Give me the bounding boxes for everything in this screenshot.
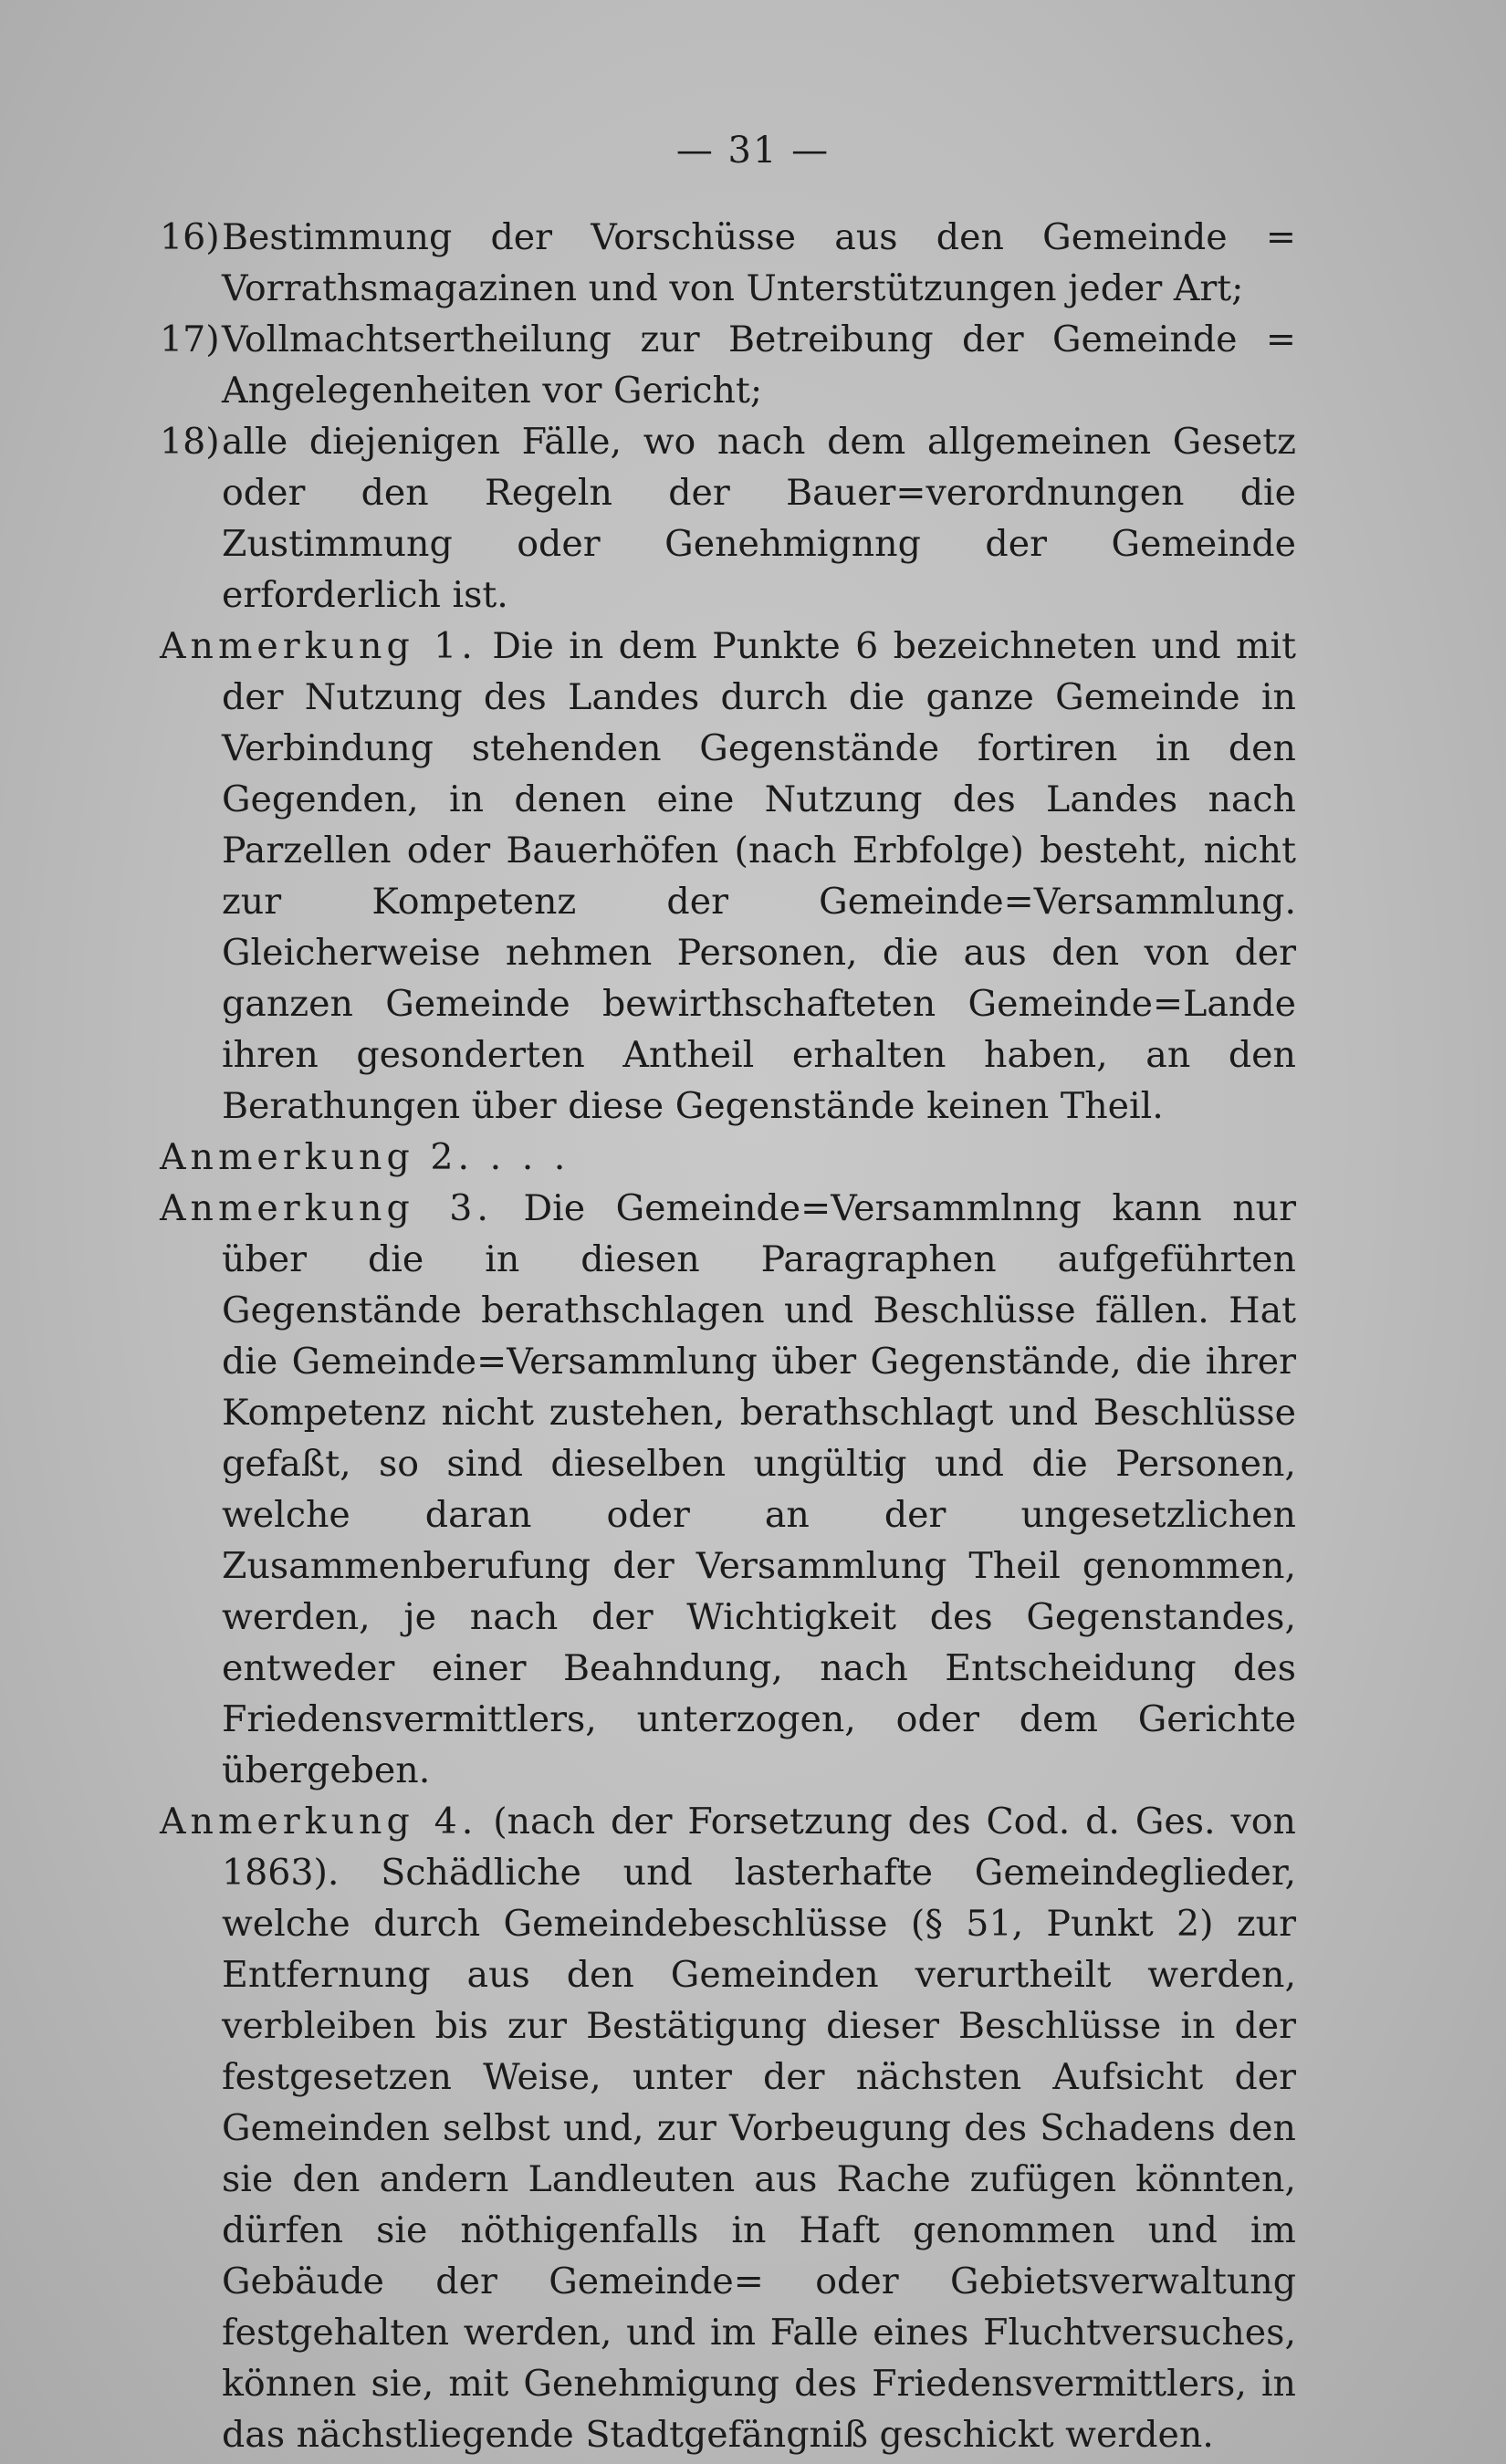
list-item-number: 18) [160, 421, 220, 463]
list-item-text: Vollmachtsertheilung zur Betreibung der Gemeinde = Angelegenheiten vor Gericht; [222, 318, 1296, 412]
list-item-number: 16) [160, 216, 220, 258]
note-1 [160, 621, 1296, 1132]
list-item-17 [160, 314, 1296, 416]
list-item-16 [160, 212, 1296, 314]
note-text: Die Gemeinde=Versammlnng kann nur über die in diesen Paragraphen aufgeführten Gegenstände berathschlagen und Beschlüsse fällen. Hat die Gemeinde=Versammlung über Gegenstände, die ihrer Kompetenz nicht zustehen, berathschlagt und Beschlüsse gefaßt, so sind dieselben ungültig und die Personen, welche daran oder an der ungesetzlichen Zusammenberufung der Versammlung Theil genommen, werden, je nach der Wichtigkeit des Gegenstandes, entweder einer Beahndung, nach Entscheidung des Friedensvermittlers, unterzogen, oder dem Gerichte übergeben. [222, 1187, 1296, 1791]
list-item-text: Bestimmung der Vorschüsse aus den Gemeinde = Vorrathsmagazinen und von Unterstützungen jeder Art; [222, 216, 1296, 309]
note-label: Anmerkung 3. [160, 1187, 493, 1229]
list-item-18 [160, 416, 1296, 621]
list-item-text: alle diejenigen Fälle, wo nach dem allgemeinen Gesetz oder den Regeln der Bauer=verordnungen die Zustimmung oder Genehmignng der Gemeinde erforderlich ist. [222, 421, 1296, 616]
note-label: Anmerkung 4. [160, 1801, 478, 1843]
page-number: — 31 — [675, 130, 831, 172]
note-2 [160, 1132, 1296, 1183]
note-label: Anmerkung 2. . . . [160, 1136, 570, 1178]
note-4 [160, 1796, 1296, 2460]
page-body [160, 212, 1296, 2460]
note-label: Anmerkung 1. [160, 625, 477, 667]
list-item-number: 17) [160, 318, 220, 360]
note-text: (nach der Forsetzung des Cod. d. Ges. von 1863). Schädliche und lasterhafte Gemeindeglieder, welche durch Gemeindebeschlüsse (§ 51, Punkt 2) zur Entfernung aus den Gemeinden verurtheilt werden, verbleiben bis zur Bestätigung dieser Beschlüsse in der festgesetzen Weise, unter der nächsten Aufsicht der Gemeinden selbst und, zur Vorbeugung des Schadens den sie den andern Landleuten aus Rache zufügen könnten, dürfen sie nöthigenfalls in Haft genommen und im Gebäude der Gemeinde= oder Gebietsverwaltung festgehalten werden, und im Falle eines Fluchtversuches, können sie, mit Genehmigung des Friedensvermittlers, in das nächstliegende Stadtgefängniß geschickt werden. [222, 1801, 1296, 2456]
note-3 [160, 1183, 1296, 1796]
note-text: Die in dem Punkte 6 bezeichneten und mit der Nutzung des Landes durch die ganze Gemeinde in Verbindung stehenden Gegenstände fortiren in den Gegenden, in denen eine Nutzung des Landes nach Parzellen oder Bauerhöfen (nach Erbfolge) besteht, nicht zur Kompetenz der Gemeinde=Versammlung. Gleicherweise nehmen Personen, die aus den von der ganzen Gemeinde bewirthschafteten Gemeinde=Lande ihren gesonderten Antheil erhalten haben, an den Berathungen über diese Gegenstände keinen Theil. [222, 625, 1296, 1127]
